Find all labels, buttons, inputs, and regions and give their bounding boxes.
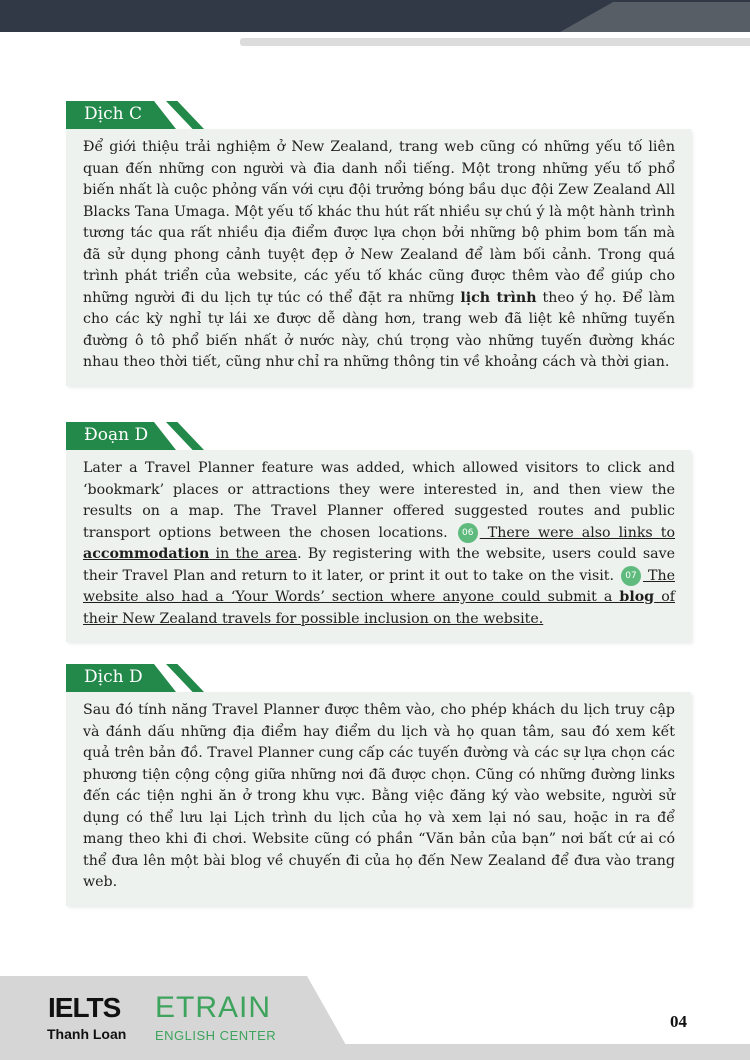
header-bar-accent: [560, 2, 750, 32]
logo-english-center: ENGLISH CENTER: [155, 1028, 277, 1043]
text-run: Sau đó tính năng Travel Planner được thêm vào, cho phép khách du lịch truy cập và đánh dấu những địa điểm hay điểm du lịch và họ quan tâm, sau đó xem kết quả trên bản đồ. Travel Planner cung cấp các tuyến đường và các sự lựa chọn các phương tiện cộng cộng giữa những nơi đã được chọn. Cũng có những đường links đến các tiện nghi ăn ở trong khu vực. Bằng việc đăng ký vào website, người sử dụng có thể lưu lại Lịch trình du lịch của họ và xem lại nó sau, hoặc in ra để mang theo khi đi chơi. Website cũng có phần “Văn bản của bạn” nơi bất cứ ai có thể đưa lên một bài blog về chuyến đi của họ đến New Zealand để đưa vào trang web.: [83, 702, 675, 890]
text-run: of their New Zealand travels for possible inclusion on the website.: [83, 589, 675, 627]
keyword-text: lịch trình: [460, 289, 537, 306]
section-body: [66, 692, 691, 906]
logo-ielts: IELTS: [48, 992, 121, 1023]
text-run: . By registering with the website, users could save their Travel Plan and return to it later, or print it out to take on the visit.: [83, 546, 675, 584]
text-run: Later a Travel Planner feature was added, which allowed visitors to click and ‘bookmark’ places or attractions they were interested in, and then view the results on a map. The Travel Planner offered suggested routes and public transport options between the chosen locations.: [83, 460, 675, 541]
section-doan-d: [66, 422, 691, 642]
question-badge: 06: [458, 523, 478, 543]
paragraph: [83, 458, 675, 630]
paragraph: [83, 137, 675, 374]
section-body: [66, 129, 691, 386]
page-number: 04: [670, 1012, 687, 1031]
section-heading: Dịch D: [84, 667, 143, 687]
header-bar: [0, 0, 750, 32]
question-badge: 07: [621, 566, 641, 586]
section-heading-tag: [66, 664, 201, 692]
section-heading-tag: [66, 101, 201, 129]
section-body: [66, 450, 691, 642]
keyword-text: blog: [619, 589, 655, 605]
paragraph: [83, 700, 675, 894]
keyword-text: accommodation: [83, 546, 210, 562]
section-heading-tag: [66, 422, 201, 450]
section-heading: Dịch C: [84, 104, 142, 124]
section-heading: Đoạn D: [84, 425, 149, 445]
text-run: Để giới thiệu trải nghiệm ở New Zealand, trang web cũng có những yếu tố liên quan đến những con người và đia danh nổi tiếng. Một trong những yếu tố phổ biến nhất là cuộc phỏng vấn với cựu đội trưởng bóng bầu dục đội Zew Zealand All Blacks Tana Umaga. Một yếu tố khác thu hút rất nhiều sự chú ý là một hành trình tương tác qua rất nhiều địa điểm được lựa chọn bởi những bộ phim bom tấn mà đã sử dụng phong cảnh tuyệt đẹp ở New Zealand để làm bối cảnh. Trong quá trình phát triển của website, các yếu tố khác cũng được thêm vào để giúp cho những người đi du lịch tự túc có thể đặt ra những: [83, 139, 675, 306]
header-divider: [240, 38, 750, 46]
text-run: The website also had a ‘Your Words’ section where anyone could submit a: [83, 567, 675, 605]
text-run: theo ý họ. Để làm cho các kỳ nghỉ tự lái xe được dễ dàng hơn, trang web đã liệt kê những tuyến đường ô tô phổ biến nhất ở nước này, chú trọng vào những tuyến đường khác nhau theo thời tiết, cũng như chỉ ra những thông tin về khoảng cách và thời gian.: [83, 289, 675, 370]
logo-thanh-loan: Thanh Loan: [47, 1026, 127, 1042]
text-run: in the area: [209, 546, 298, 562]
logo-etrain: ETRAIN: [155, 991, 272, 1024]
text-run: There were also links to: [479, 524, 676, 541]
footer: [0, 976, 750, 1060]
section-dich-d: [66, 664, 691, 906]
section-dich-c: [66, 101, 691, 386]
footer-strip: [0, 1044, 750, 1060]
